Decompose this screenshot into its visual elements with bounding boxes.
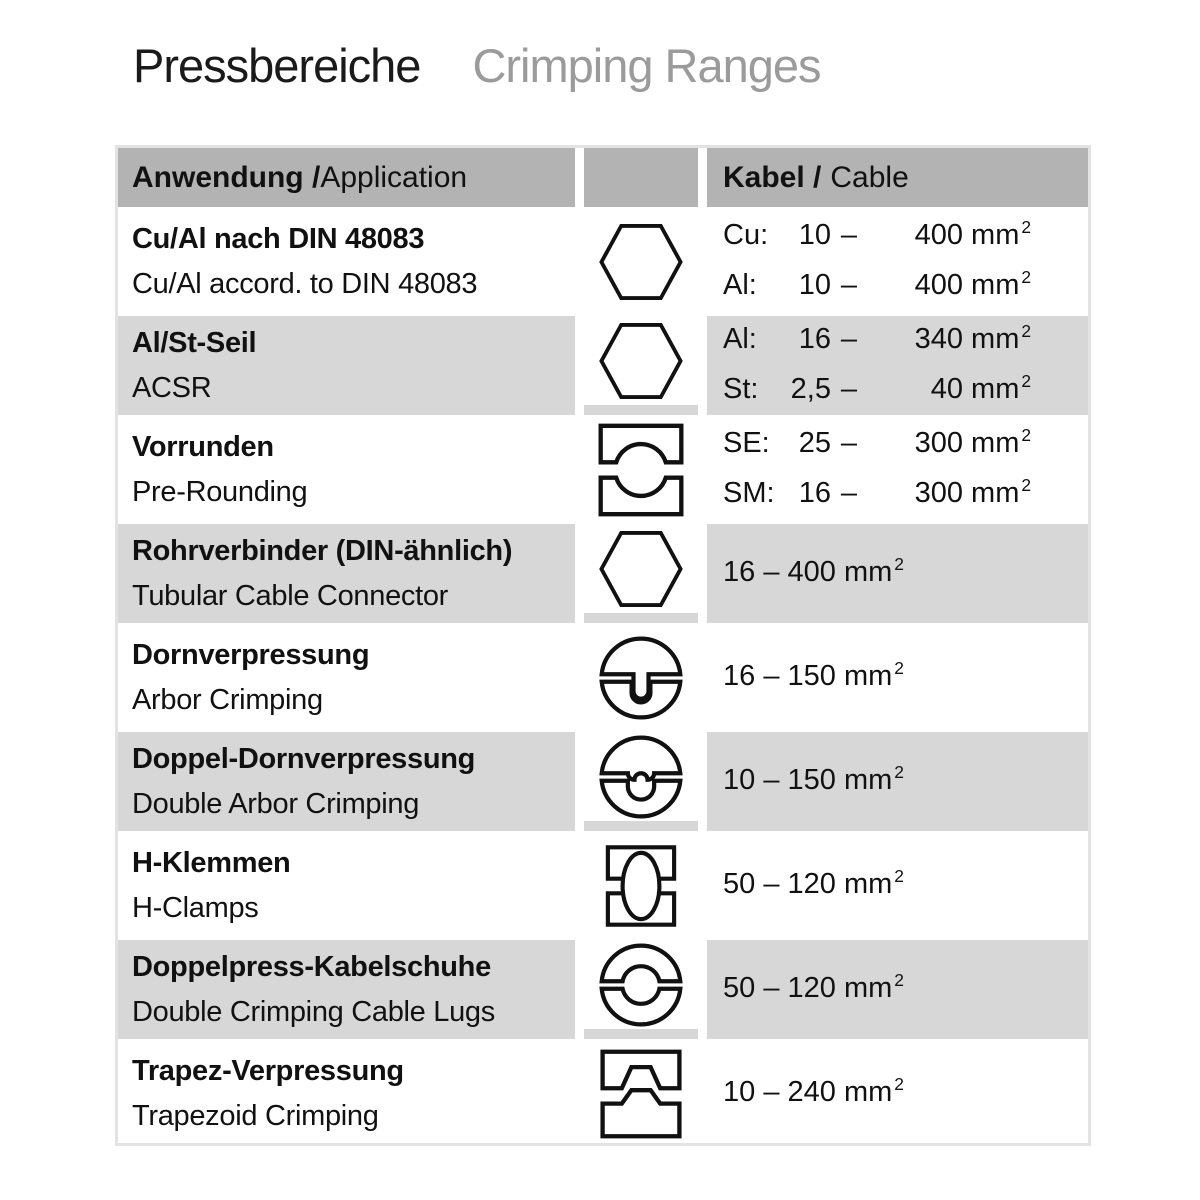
page-title-english: Crimping Ranges xyxy=(472,39,821,92)
application-cell xyxy=(118,1044,575,1143)
cable-range-cell xyxy=(707,940,1088,1039)
header-cable-english: Cable xyxy=(830,160,909,194)
cable-range: Al: 16 – 340 mm $^2$ xyxy=(723,320,1032,355)
application-cell xyxy=(118,628,575,727)
column-header-die-icon xyxy=(584,148,698,207)
cable-range-cell xyxy=(707,732,1088,831)
application-title: Dornverpressung xyxy=(132,638,370,671)
header-application-german: Anwendung / xyxy=(132,160,321,194)
die-icon-cell xyxy=(584,316,698,415)
die-icon-cell xyxy=(584,420,698,519)
double-arbor-die-icon xyxy=(593,730,689,824)
application-title: Cu/Al nach DIN 48083 xyxy=(132,222,425,255)
application-subtitle: ACSR xyxy=(132,371,212,404)
cable-range: 50 – 120 mm $^2$ xyxy=(723,969,904,1004)
cable-range: 10 – 150 mm $^2$ xyxy=(723,761,904,796)
trapezoid-die-icon xyxy=(593,1046,689,1142)
application-title: Doppelpress-Kabelschuhe xyxy=(132,950,491,983)
die-icon-box xyxy=(584,1044,698,1143)
die-icon-box xyxy=(584,420,698,519)
application-subtitle: Double Crimping Cable Lugs xyxy=(132,995,495,1028)
h-clamp-die-icon xyxy=(593,840,689,932)
cable-range-cell xyxy=(707,212,1088,311)
hexagon-die-icon xyxy=(594,219,688,305)
die-icon-cell xyxy=(584,836,698,935)
cable-range: 16 – 400 mm $^2$ xyxy=(723,553,904,588)
application-cell xyxy=(118,420,575,519)
cable-range-cell xyxy=(707,836,1088,935)
application-subtitle: Trapezoid Crimping xyxy=(132,1099,379,1132)
column-header-application xyxy=(118,148,575,207)
application-subtitle: Tubular Cable Connector xyxy=(132,579,449,612)
application-title: Vorrunden xyxy=(132,430,274,463)
die-icon-box xyxy=(584,628,698,727)
application-subtitle: Arbor Crimping xyxy=(132,683,323,716)
die-icon-box xyxy=(584,212,698,311)
die-icon-cell xyxy=(584,1044,698,1143)
cable-range: St: 2,5 – 40 mm $^2$ xyxy=(723,370,1032,405)
crimping-ranges-table xyxy=(115,145,1091,1146)
cable-range: SM: 16 – 300 mm $^2$ xyxy=(723,474,1032,509)
header-application-english: Application xyxy=(320,160,468,194)
cable-range: 16 – 150 mm $^2$ xyxy=(723,657,904,692)
cable-range: 50 – 120 mm $^2$ xyxy=(723,865,904,900)
cable-range: Cu: 10 – 400 mm $^2$ xyxy=(723,216,1032,251)
application-cell xyxy=(118,316,575,415)
die-icon-box xyxy=(584,316,698,405)
double-crimp-die-icon xyxy=(593,938,689,1032)
application-subtitle: Cu/Al accord. to DIN 48083 xyxy=(132,267,478,300)
die-icon-cell xyxy=(584,628,698,727)
cable-range-cell xyxy=(707,628,1088,727)
header-cable-german: Kabel / xyxy=(723,160,822,194)
application-title: Rohrverbinder (DIN-ähnlich) xyxy=(132,534,513,567)
hexagon-die-icon xyxy=(594,318,688,404)
cable-range: Al: 10 – 400 mm $^2$ xyxy=(723,266,1032,301)
application-title: Al/St-Seil xyxy=(132,326,257,359)
page-title xyxy=(133,38,821,93)
pre-rounding-die-icon xyxy=(593,422,689,518)
application-title: Trapez-Verpressung xyxy=(132,1054,404,1087)
die-icon-box xyxy=(584,524,698,613)
hexagon-die-icon xyxy=(594,526,688,612)
page-title-german: Pressbereiche xyxy=(133,39,421,92)
application-title: Doppel-Dornverpressung xyxy=(132,742,476,775)
die-icon-cell xyxy=(584,940,698,1039)
application-cell xyxy=(118,940,575,1039)
column-header-cable xyxy=(707,148,1088,207)
die-icon-cell xyxy=(584,732,698,831)
application-subtitle: Pre-Rounding xyxy=(132,475,308,508)
cable-range: 10 – 240 mm $^2$ xyxy=(723,1073,904,1108)
die-icon-cell xyxy=(584,524,698,623)
arbor-die-icon xyxy=(593,631,689,725)
cable-range-cell xyxy=(707,420,1088,519)
crimping-table-grid xyxy=(118,148,1088,1143)
application-title: H-Klemmen xyxy=(132,846,291,879)
application-cell xyxy=(118,524,575,623)
die-icon-box xyxy=(584,940,698,1029)
die-icon-box xyxy=(584,836,698,935)
die-icon-box xyxy=(584,732,698,821)
application-subtitle: H-Clamps xyxy=(132,891,259,924)
application-subtitle: Double Arbor Crimping xyxy=(132,787,420,820)
application-cell xyxy=(118,732,575,831)
cable-range-cell xyxy=(707,1044,1088,1143)
die-icon-cell xyxy=(584,212,698,311)
cable-range-cell xyxy=(707,524,1088,623)
application-cell xyxy=(118,212,575,311)
cable-range-cell xyxy=(707,316,1088,415)
cable-range: SE: 25 – 300 mm $^2$ xyxy=(723,424,1032,459)
application-cell xyxy=(118,836,575,935)
